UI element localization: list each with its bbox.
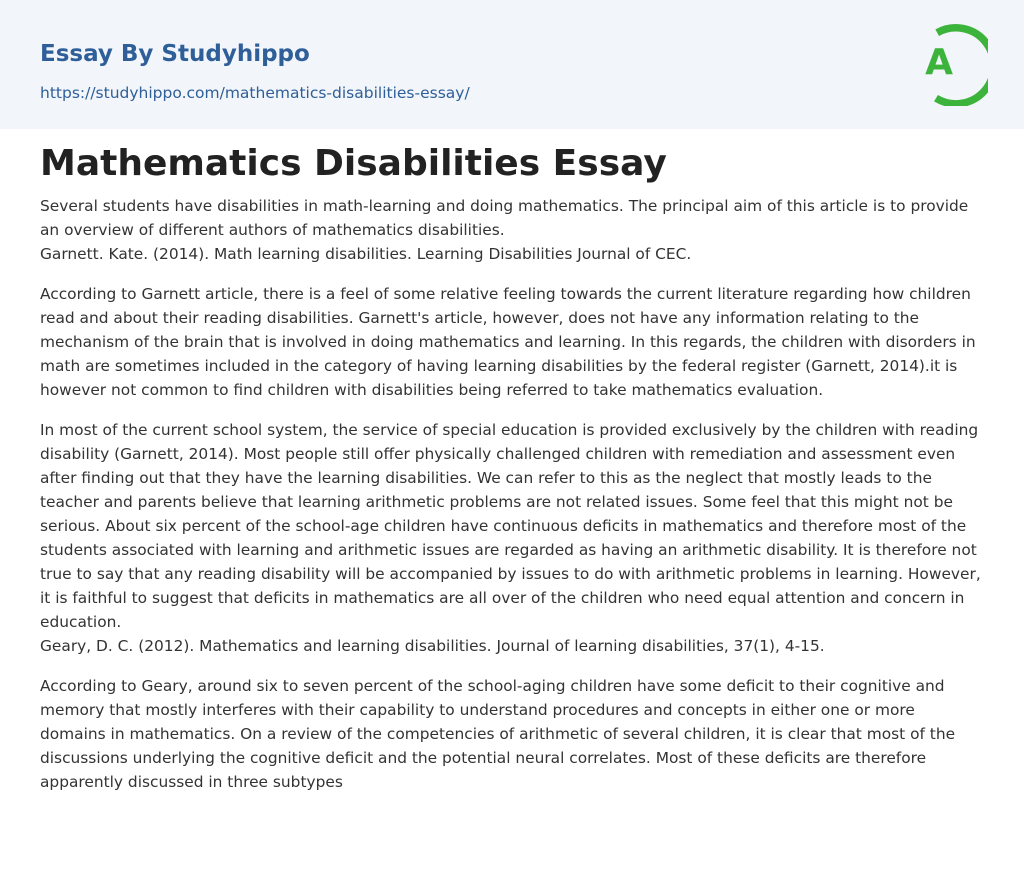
paragraph-geary: According to Geary, around six to seven percent of the school-aging children have some deficit to their cognitive and memory that mostly interferes with their capability to understand procedures and concepts in either one or more domains in mathematics. On a review of the competencies of arithmetic of several children, it is clear that most of the discussions underlying the cognitive deficit and the potential neural correlates. Most of these deficits are therefore apparently discussed in three subtypes — [40, 677, 956, 791]
paragraph-intro: Several students have disabilities in math-learning and doing mathematics. The principal aim of this article is to provide an overview of different authors of mathematics disabilities. — [40, 197, 969, 239]
reference-garnett: Garnett. Kate. (2014). Math learning disabilities. Learning Disabilities Journal of CEC. — [40, 245, 692, 263]
logo-letter: A — [925, 42, 953, 83]
article-body — [40, 194, 984, 810]
studyhippo-a-logo-icon[interactable] — [912, 18, 988, 106]
page-title: Mathematics Disabilities Essay — [40, 143, 667, 184]
article-url-link[interactable]: https://studyhippo.com/mathematics-disabilities-essay/ — [40, 84, 470, 102]
brand-title: Essay By Studyhippo — [40, 41, 310, 67]
paragraph-garnett: According to Garnett article, there is a feel of some relative feeling towards the current literature regarding how children read and about their reading disabilities. Garnett's article, however, does not have any information relating to the mechanism of the brain that is involved in doing mathematics and learning. In this regards, the children with disorders in math are sometimes included in the category of having learning disabilities by the federal register (Garnett, 2014).it is however not common to find children with disabilities being referred to take mathematics evaluation. — [40, 285, 976, 399]
paragraph-school-system: In most of the current school system, the service of special education is provided exclusively by the children with reading disability (Garnett, 2014). Most people still offer physically challenged children with remediation and assessment even after finding out that they have the learning disabilities. We can refer to this as the neglect that mostly leads to the teacher and parents believe that learning arithmetic problems are not related issues. Some feel that this might not be serious. About six percent of the school-age children have continuous deficits in mathematics and therefore most of the students associated with learning and arithmetic issues are regarded as having an arithmetic disability. It is therefore not true to say that any reading disability will be accompanied by issues to do with arithmetic problems in learning. However, it is faithful to suggest that deficits in mathematics are all over of the children who need equal attention and concern in education. — [40, 421, 981, 631]
site-header — [0, 0, 1024, 129]
reference-geary: Geary, D. C. (2012). Mathematics and learning disabilities. Journal of learning disabilities, 37(1), 4-15. — [40, 637, 825, 655]
